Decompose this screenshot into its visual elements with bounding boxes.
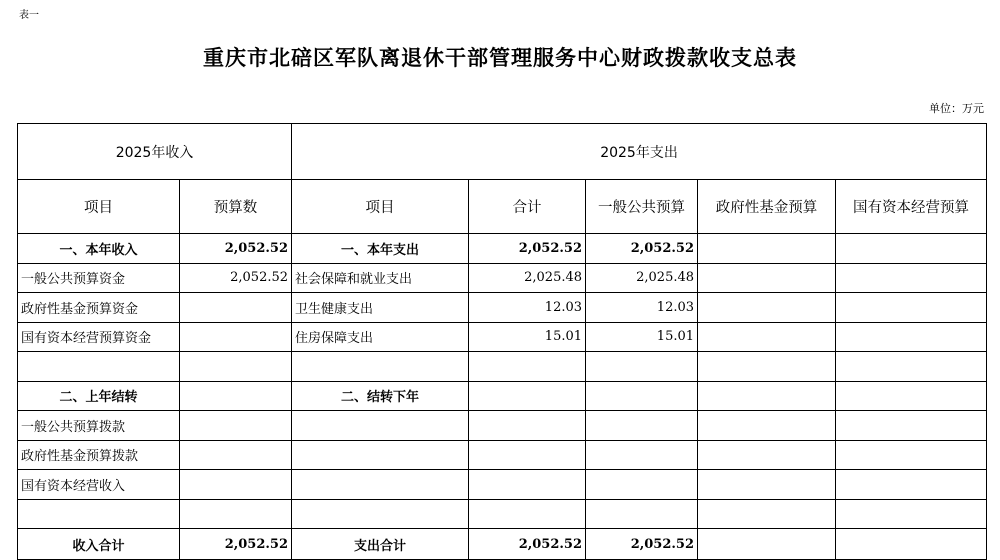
table-row — [18, 322, 987, 352]
table-cell — [698, 263, 836, 293]
table-cell: 一、本年收入 — [18, 234, 180, 264]
table-cell — [180, 381, 292, 411]
table-row — [18, 499, 987, 529]
table-cell — [698, 499, 836, 529]
table-cell — [292, 411, 469, 441]
table-cell — [836, 381, 987, 411]
table-cell: 社会保障和就业支出 — [292, 263, 469, 293]
table-cell — [836, 440, 987, 470]
table-cell — [292, 352, 469, 382]
col-header-budget-amount: 预算数 — [180, 180, 292, 234]
table-cell: 2,025.48 — [469, 263, 586, 293]
table-cell: 政府性基金预算资金 — [18, 293, 180, 323]
table-cell — [698, 293, 836, 323]
table-cell — [586, 411, 698, 441]
table-cell — [698, 440, 836, 470]
table-cell — [469, 352, 586, 382]
col-header-expense-item: 项目 — [292, 180, 469, 234]
col-header-income-item: 项目 — [18, 180, 180, 234]
table-cell: 15.01 — [586, 322, 698, 352]
unit-label: 单位：万元 — [929, 102, 984, 115]
table-cell: 12.03 — [586, 293, 698, 323]
table-cell: 国有资本经营预算资金 — [18, 322, 180, 352]
table-cell — [836, 322, 987, 352]
table-cell: 支出合计 — [292, 529, 469, 560]
table-cell: 2,052.52 — [180, 263, 292, 293]
table-row — [18, 529, 987, 560]
table-cell — [836, 234, 987, 264]
table-cell — [180, 470, 292, 500]
expense-section-header: 2025年支出 — [292, 124, 987, 180]
table-cell — [469, 470, 586, 500]
table-cell — [586, 381, 698, 411]
table-cell — [586, 352, 698, 382]
table-cell — [698, 470, 836, 500]
table-cell: 2,052.52 — [180, 234, 292, 264]
table-cell: 政府性基金预算拨款 — [18, 440, 180, 470]
table-cell — [292, 499, 469, 529]
table-cell — [698, 234, 836, 264]
table-cell — [180, 352, 292, 382]
table-cell: 收入合计 — [18, 529, 180, 560]
col-header-gov-fund-budget: 政府性基金预算 — [698, 180, 836, 234]
table-cell: 2,052.52 — [180, 529, 292, 560]
table-cell: 2,052.52 — [469, 234, 586, 264]
table-cell — [18, 499, 180, 529]
table-cell — [180, 411, 292, 441]
table-cell — [180, 322, 292, 352]
table-cell — [698, 529, 836, 560]
table-cell: 一般公共预算资金 — [18, 263, 180, 293]
table-cell: 15.01 — [469, 322, 586, 352]
table-cell — [836, 293, 987, 323]
page-title: 重庆市北碚区军队离退休干部管理服务中心财政拨款收支总表 — [203, 46, 797, 70]
table-cell — [586, 470, 698, 500]
table-cell: 2,052.52 — [586, 234, 698, 264]
table-cell — [180, 293, 292, 323]
table-cell: 2,052.52 — [469, 529, 586, 560]
table-cell — [292, 470, 469, 500]
table-row — [18, 234, 987, 264]
table-row — [18, 352, 987, 382]
table-cell — [698, 352, 836, 382]
table-cell: 二、结转下年 — [292, 381, 469, 411]
table-row — [18, 381, 987, 411]
table-cell: 国有资本经营收入 — [18, 470, 180, 500]
table-cell — [836, 470, 987, 500]
table-cell — [836, 263, 987, 293]
table-cell: 卫生健康支出 — [292, 293, 469, 323]
table-row — [18, 411, 987, 441]
table-cell: 2,052.52 — [586, 529, 698, 560]
table-cell: 一般公共预算拨款 — [18, 411, 180, 441]
table-number-note: 表一 — [19, 10, 39, 21]
table-cell — [698, 322, 836, 352]
table-cell: 二、上年结转 — [18, 381, 180, 411]
table-cell — [836, 499, 987, 529]
table-cell — [180, 440, 292, 470]
table-cell — [698, 411, 836, 441]
table-cell — [292, 440, 469, 470]
table-cell — [469, 411, 586, 441]
table-row — [18, 440, 987, 470]
table-cell: 一、本年支出 — [292, 234, 469, 264]
table-cell — [836, 529, 987, 560]
table-cell — [180, 499, 292, 529]
table-row — [18, 470, 987, 500]
column-header-row — [18, 180, 987, 234]
table-cell — [698, 381, 836, 411]
table-cell — [836, 411, 987, 441]
budget-summary-table — [17, 123, 987, 560]
table-cell — [586, 440, 698, 470]
table-cell — [469, 499, 586, 529]
table-cell: 2,025.48 — [586, 263, 698, 293]
table-cell: 12.03 — [469, 293, 586, 323]
table-cell — [586, 499, 698, 529]
table-row — [18, 293, 987, 323]
col-header-total: 合计 — [469, 180, 586, 234]
table-row — [18, 263, 987, 293]
table-cell: 住房保障支出 — [292, 322, 469, 352]
income-section-header: 2025年收入 — [18, 124, 292, 180]
col-header-state-capital-budget: 国有资本经营预算 — [836, 180, 987, 234]
table-cell — [469, 440, 586, 470]
section-header-row — [18, 124, 987, 180]
table-cell — [469, 381, 586, 411]
col-header-general-budget: 一般公共预算 — [586, 180, 698, 234]
table-cell — [18, 352, 180, 382]
table-cell — [836, 352, 987, 382]
